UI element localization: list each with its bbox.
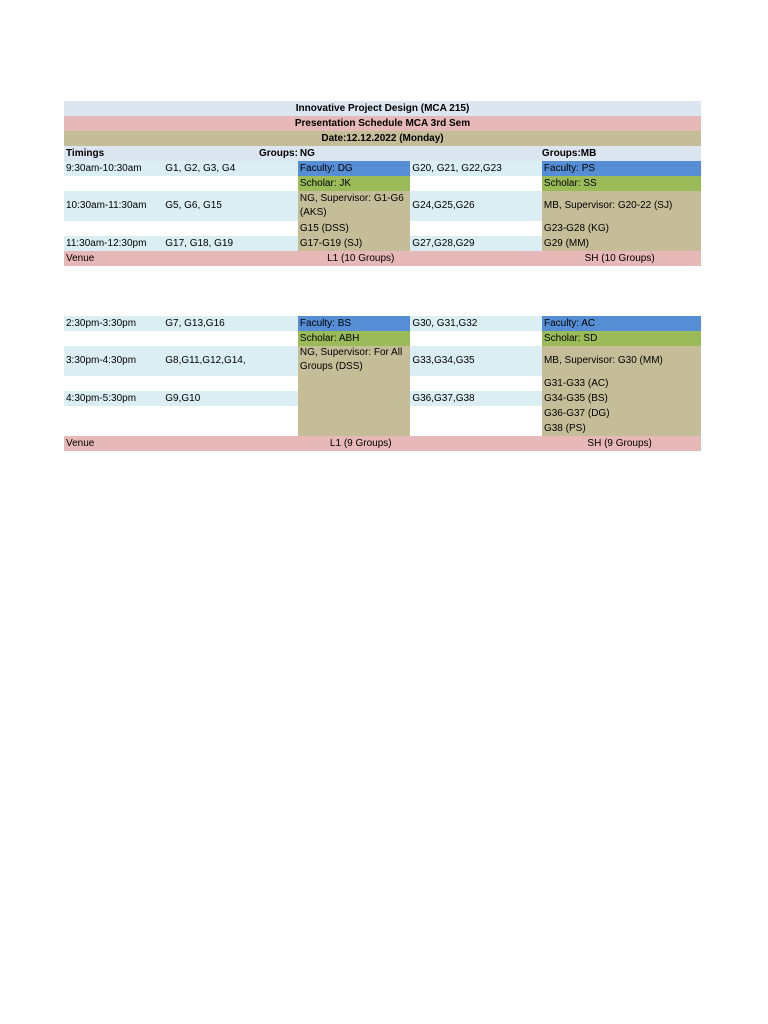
- time-cell: 4:30pm-5:30pm: [64, 391, 163, 406]
- time-cell: 3:30pm-4:30pm: [64, 346, 163, 376]
- mb-faculty-cell: Faculty: AC: [542, 316, 701, 331]
- table-row: [64, 191, 701, 221]
- venue-row: [64, 251, 701, 266]
- venue-label: Venue: [66, 252, 95, 264]
- venue-row: [64, 436, 701, 451]
- mb-supervisor-cell: MB, Supervisor: G30 (MM): [542, 346, 701, 376]
- table-row: [64, 236, 701, 251]
- venue-ng: L1 (9 Groups): [329, 437, 392, 449]
- table-row: [64, 331, 701, 346]
- groups-ng-header-left: Groups:: [259, 147, 298, 159]
- time-cell: 2:30pm-3:30pm: [64, 316, 163, 331]
- ng-supervisor-cell-3: G17-G19 (SJ): [298, 236, 410, 251]
- mb-groups-cell: G24,G25,G26: [410, 191, 542, 221]
- afternoon-schedule-table: [64, 316, 701, 451]
- mb-supervisor-cell-2: G31-G33 (AC): [542, 376, 701, 391]
- mb-supervisor-cell-2: G23-G28 (KG): [542, 221, 701, 236]
- ng-groups-cell: G9,G10: [163, 391, 298, 406]
- table-row: [64, 316, 701, 331]
- schedule-subtitle: Presentation Schedule MCA 3rd Sem: [64, 116, 701, 131]
- venue-ng: L1 (10 Groups): [327, 252, 395, 264]
- table-row: [64, 346, 701, 376]
- table-row: [64, 421, 701, 436]
- table-row: [64, 221, 701, 236]
- mb-supervisor-cell: MB, Supervisor: G20-22 (SJ): [542, 191, 701, 221]
- ng-groups-cell: G5, G6, G15: [163, 191, 298, 221]
- groups-mb-header-left: [410, 146, 542, 161]
- ng-scholar-cell: Scholar: JK: [298, 176, 410, 191]
- table-row: [64, 161, 701, 176]
- schedule-title: Innovative Project Design (MCA 215): [64, 101, 701, 116]
- ng-supervisor-cell: NG, Supervisor: For All Groups (DSS): [298, 346, 410, 421]
- ng-groups-cell: G1, G2, G3, G4: [163, 161, 298, 176]
- venue-mb: SH (9 Groups): [587, 437, 652, 449]
- groups-ng-label: NG: [299, 147, 315, 159]
- ng-faculty-cell: Faculty: DG: [298, 161, 410, 176]
- groups-mb-header: Groups:MB: [541, 147, 597, 159]
- mb-supervisor-cell-4: G36-G37 (DG): [542, 406, 701, 421]
- subtitle-row: [64, 116, 701, 131]
- ng-groups-cell: G17, G18, G19: [163, 236, 298, 251]
- ng-scholar-cell: Scholar: ABH: [298, 331, 410, 346]
- mb-supervisor-cell-3: G29 (MM): [542, 236, 701, 251]
- title-row: [64, 101, 701, 116]
- mb-scholar-cell: Scholar: SD: [542, 331, 701, 346]
- mb-groups-cell: G27,G28,G29: [410, 236, 542, 251]
- time-cell: 9:30am-10:30am: [64, 161, 163, 176]
- venue-mb: SH (10 Groups): [584, 252, 655, 264]
- column-header-row: [64, 146, 701, 161]
- timings-header: Timings: [66, 147, 105, 159]
- mb-scholar-cell: Scholar: SS: [542, 176, 701, 191]
- time-cell: 11:30am-12:30pm: [64, 236, 163, 251]
- ng-groups-cell: G7, G13,G16: [163, 316, 298, 331]
- mb-groups-cell: G36,G37,G38: [410, 391, 542, 406]
- morning-schedule-table: [64, 101, 701, 266]
- mb-groups-cell: G20, G21, G22,G23: [410, 161, 542, 176]
- venue-label: Venue: [66, 437, 95, 449]
- ng-groups-cell: G8,G11,G12,G14,: [163, 346, 298, 376]
- table-row: [64, 176, 701, 191]
- mb-faculty-cell: Faculty: PS: [542, 161, 701, 176]
- mb-groups-cell: G33,G34,G35: [410, 346, 542, 376]
- date-row: [64, 131, 701, 146]
- time-cell: 10:30am-11:30am: [64, 191, 163, 221]
- mb-groups-cell: G30, G31,G32: [410, 316, 542, 331]
- ng-supervisor-cell: NG, Supervisor: G1-G6 (AKS): [298, 191, 410, 221]
- ng-supervisor-cell-2: G15 (DSS): [298, 221, 410, 236]
- mb-supervisor-cell-3: G34-G35 (BS): [542, 391, 701, 406]
- ng-faculty-cell: Faculty: BS: [298, 316, 410, 331]
- mb-supervisor-cell-5: G38 (PS): [542, 421, 701, 436]
- groups-ng-header: [298, 146, 410, 161]
- schedule-date: Date:12.12.2022 (Monday): [64, 131, 701, 146]
